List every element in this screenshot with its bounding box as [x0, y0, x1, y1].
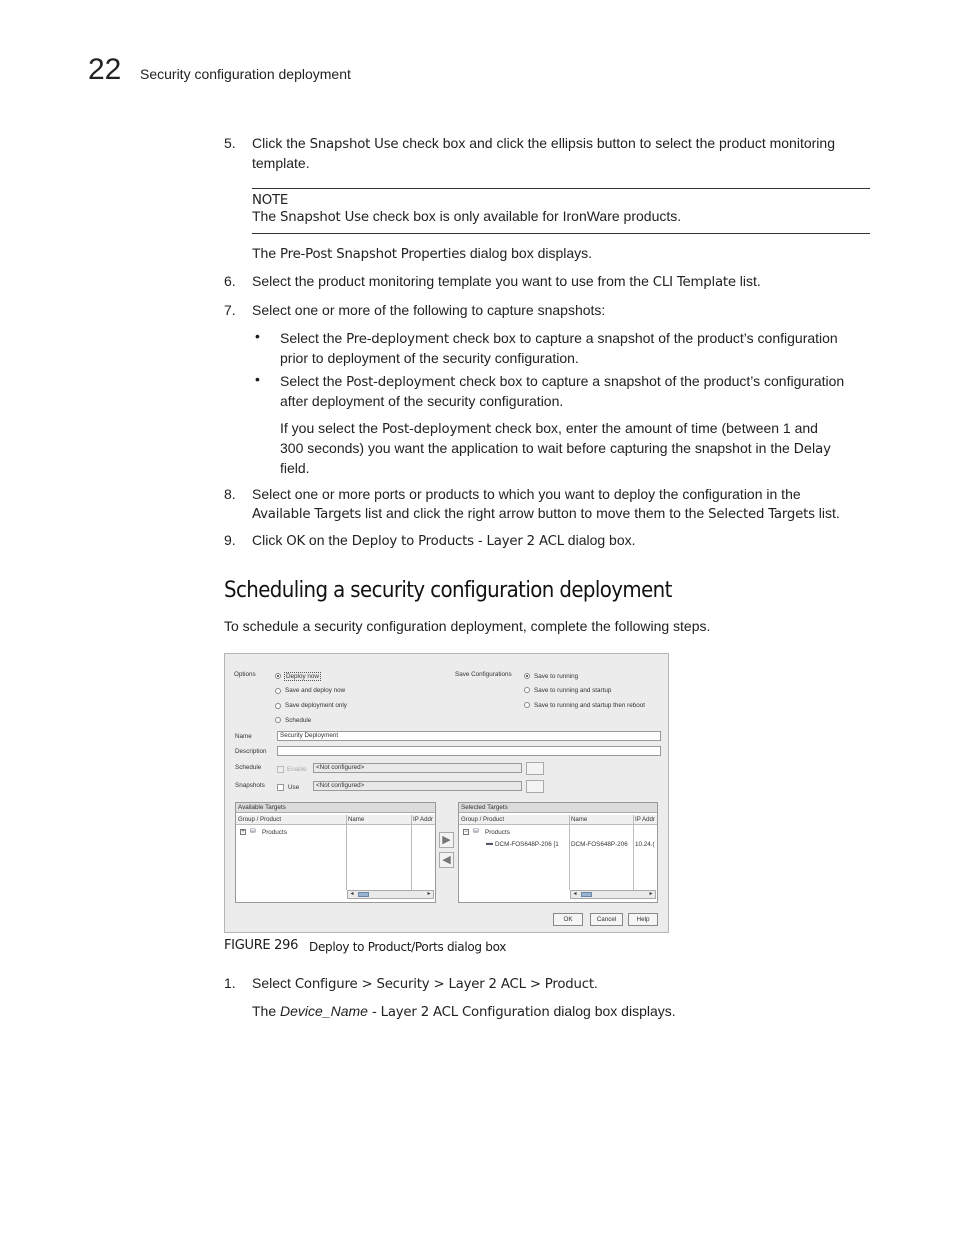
radio-save-and-deploy[interactable]	[275, 688, 281, 694]
column-divider	[411, 815, 412, 890]
radio-save-reboot[interactable]	[524, 702, 530, 708]
note-bottom-rule	[252, 233, 870, 234]
radio-schedule[interactable]	[275, 717, 281, 723]
scroll-right-icon[interactable]: ▸	[427, 891, 431, 897]
scroll-left-icon[interactable]: ◂	[573, 891, 577, 897]
snapshot-ellipsis-button[interactable]	[526, 780, 544, 793]
name-input[interactable]: Security Deployment	[277, 731, 661, 741]
column-header[interactable]: IP Addr	[413, 816, 433, 823]
radio-label: Save to running and startup	[534, 687, 612, 694]
bullet-post-deployment: Select the Post-deployment check box to capture a snapshot of the product’s configuration after deployment of the security configuration.	[280, 373, 845, 409]
column-header[interactable]: IP Addr	[635, 816, 655, 823]
bullet-pre-deployment: Select the Pre-deployment check box to capture a snapshot of the product’s configuration prior to deployment of the security configuration.	[280, 330, 838, 366]
description-input[interactable]	[277, 746, 661, 756]
description-label: Description	[235, 748, 267, 755]
section-heading: Scheduling a security configuration deployment	[224, 578, 672, 603]
ok-button[interactable]: OK	[553, 913, 583, 926]
step-number: 5.	[224, 135, 236, 151]
step-1-text: Select Configure > Security > Layer 2 ACL > Product.	[252, 975, 598, 992]
step-9-text: Click OK on the Deploy to Products - Layer 2 ACL dialog box.	[252, 532, 636, 549]
deploy-dialog-figure	[224, 653, 669, 933]
column-divider	[633, 815, 634, 890]
move-right-arrow-button[interactable]: ▶	[439, 832, 454, 848]
radio-label: Save to running and startup then reboot	[534, 702, 645, 709]
column-header[interactable]: Group / Product	[238, 816, 282, 823]
figure-caption: Deploy to Product/Ports dialog box	[309, 940, 507, 954]
cancel-button[interactable]: Cancel	[590, 913, 623, 926]
radio-label: Deploy now	[286, 673, 319, 680]
selected-ip-cell: 10.24.(	[635, 841, 655, 848]
radio-label: Save deployment only	[285, 702, 347, 709]
horizontal-scrollbar[interactable]	[570, 890, 656, 899]
products-folder-icon: ⛁	[473, 828, 479, 835]
selected-targets-panel	[458, 802, 658, 903]
step-6-text: Select the product monitoring template you want to use from the CLI Template list.	[252, 273, 761, 290]
snapshot-use-checkbox[interactable]	[277, 784, 284, 791]
collapse-icon[interactable]: −	[464, 829, 468, 835]
help-button[interactable]: Help	[628, 913, 658, 926]
step-5-result: The Pre-Post Snapshot Properties dialog box displays.	[252, 245, 593, 262]
bullet-icon: •	[255, 328, 260, 344]
column-divider	[346, 815, 347, 890]
radio-deploy-now[interactable]	[275, 673, 281, 679]
step-number: 7.	[224, 302, 236, 318]
step-5-text: Click the Snapshot Use check box and click the ellipsis button to select the product monitoring template.	[252, 135, 835, 171]
scroll-left-icon[interactable]: ◂	[350, 891, 354, 897]
enable-label: Enable	[287, 766, 307, 773]
tree-node-products[interactable]: Products	[485, 829, 510, 836]
snapshots-field: <Not configured>	[313, 781, 522, 791]
figure-label: FIGURE 296	[224, 938, 299, 953]
panel-title: Available Targets	[236, 803, 435, 813]
chapter-number: 22	[88, 53, 122, 86]
scroll-right-icon[interactable]: ▸	[649, 891, 653, 897]
scroll-thumb[interactable]	[581, 892, 592, 897]
radio-label: Save to running	[534, 673, 579, 680]
radio-save-deployment-only[interactable]	[275, 703, 281, 709]
expand-icon[interactable]: +	[241, 829, 245, 835]
panel-title: Selected Targets	[459, 803, 657, 813]
selected-product-cell[interactable]: DCM-FOS648P-206 [1	[495, 841, 559, 848]
enable-checkbox[interactable]	[277, 766, 284, 773]
column-header[interactable]: Name	[571, 816, 588, 823]
table-header	[236, 815, 435, 825]
horizontal-scrollbar[interactable]	[347, 890, 434, 899]
step-8-text: Select one or more ports or products to which you want to deploy the configuration in the Available Targets list and click the right arrow button to move them to the Selected Targets list.	[252, 486, 840, 522]
move-left-arrow-button[interactable]: ◀	[439, 852, 454, 868]
selected-name-cell: DCM-FOS648P-206	[571, 841, 628, 848]
note-text: The Snapshot Use check box is only available for IronWare products.	[252, 208, 682, 225]
radio-label: Save and deploy now	[285, 687, 346, 694]
step-number: 1.	[224, 975, 236, 991]
scroll-thumb[interactable]	[358, 892, 369, 897]
schedule-label: Schedule	[235, 764, 262, 771]
use-label: Use	[288, 784, 300, 791]
save-config-label: Save Configurations	[455, 671, 512, 678]
radio-label: Schedule	[285, 717, 312, 724]
schedule-field: <Not configured>	[313, 763, 522, 773]
step-1-result: The Device_Name - Layer 2 ACL Configuration dialog box displays.	[252, 1003, 676, 1020]
radio-save-running-startup[interactable]	[524, 687, 530, 693]
column-header[interactable]: Group / Product	[461, 816, 505, 823]
bullet-icon: •	[255, 371, 260, 387]
schedule-ellipsis-button[interactable]	[526, 762, 544, 775]
switch-icon: ▬	[486, 840, 493, 847]
options-label: Options	[234, 671, 256, 678]
note-label: NOTE	[252, 193, 289, 208]
available-targets-panel	[235, 802, 436, 903]
section-intro: To schedule a security configuration deployment, complete the following steps.	[224, 618, 711, 634]
column-divider	[569, 815, 570, 890]
products-folder-icon: ⛁	[250, 828, 256, 835]
step-number: 6.	[224, 273, 236, 289]
snapshots-label: Snapshots	[235, 782, 265, 789]
column-header[interactable]: Name	[348, 816, 365, 823]
step-number: 8.	[224, 486, 236, 502]
step-number: 9.	[224, 532, 236, 548]
step-7-text: Select one or more of the following to capture snapshots:	[252, 302, 606, 318]
post-deployment-note: If you select the Post-deployment check box, enter the amount of time (between 1 and 300 seconds) you want the application to wait before capturing the snapshot in the Delay field.	[280, 420, 831, 476]
tree-node-products[interactable]: Products	[262, 829, 287, 836]
chapter-title: Security configuration deployment	[140, 66, 351, 82]
name-label: Name	[235, 733, 252, 740]
table-header	[459, 815, 657, 825]
radio-save-to-running[interactable]	[524, 673, 530, 679]
note-top-rule	[252, 188, 870, 189]
